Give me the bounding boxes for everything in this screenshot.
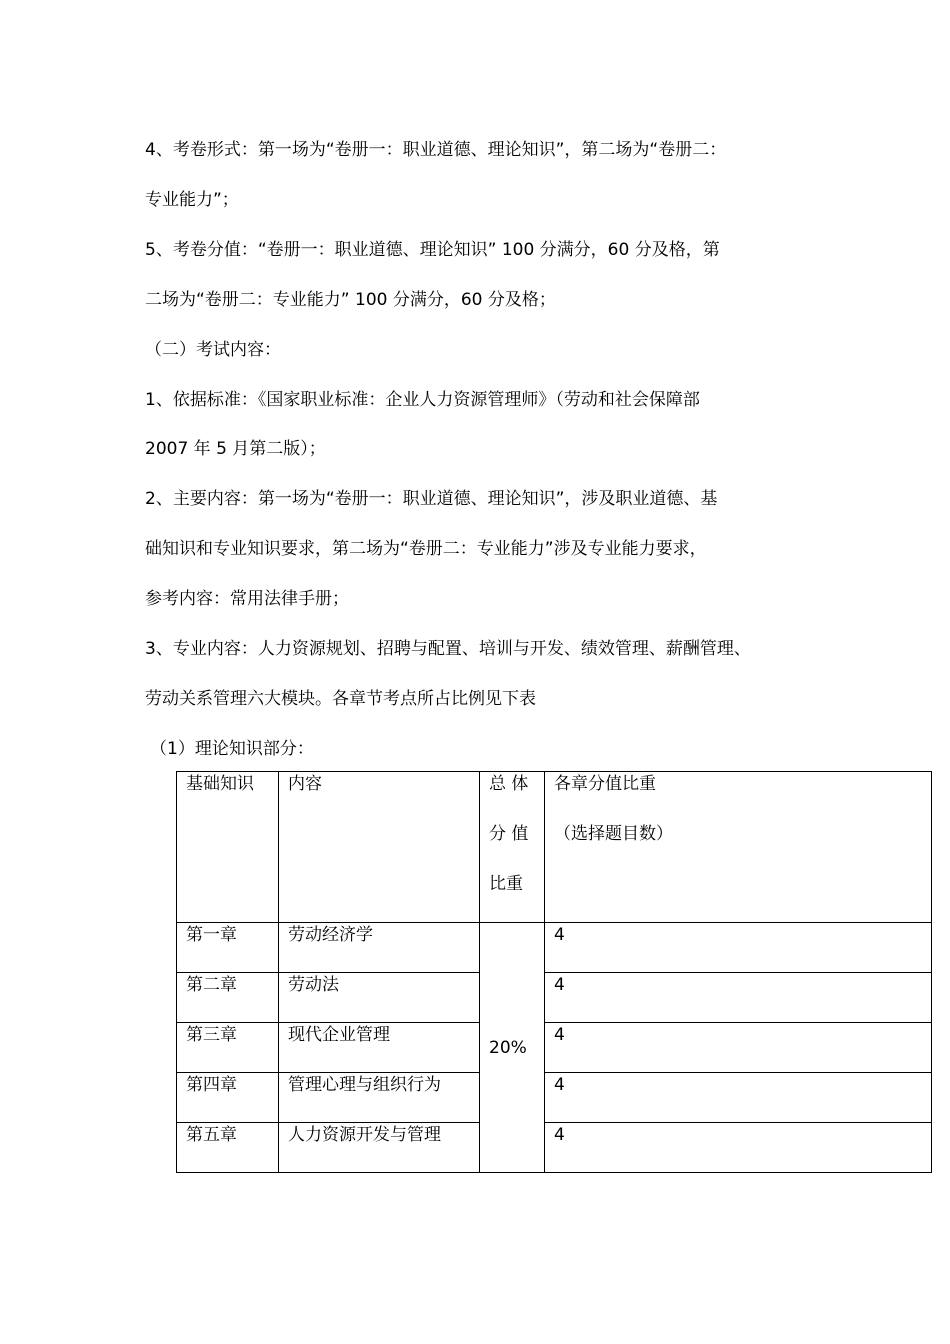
table-row	[177, 923, 932, 973]
header-text-line: 总 体	[489, 774, 529, 794]
chapter-cell: 第四章	[177, 1073, 279, 1123]
section-heading: （二）考试内容：	[145, 340, 281, 360]
table-row	[177, 973, 932, 1023]
overall-weight-cell: 20%	[480, 923, 545, 1173]
header-cell-overall-weight	[480, 772, 545, 923]
paragraph-line: 础知识和专业知识要求，第二场为“卷册二：专业能力”涉及专业能力要求，	[145, 539, 707, 559]
table-caption: （1）理论知识部分：	[150, 739, 314, 759]
chapter-cell: 第一章	[177, 923, 279, 973]
header-text-line: 比重	[489, 874, 523, 894]
count-cell: 4	[545, 923, 932, 973]
count-cell: 4	[545, 973, 932, 1023]
header-text-line: 各章分值比重	[554, 774, 656, 794]
paragraph-line: 2007 年 5 月第二版）；	[145, 439, 326, 459]
count-cell: 4	[545, 1123, 932, 1173]
paragraph-line: 参考内容：常用法律手册；	[145, 589, 349, 609]
paragraph-line: 二场为“卷册二：专业能力” 100 分满分，60 分及格；	[145, 290, 556, 310]
paragraph-line: 5、考卷分值：“卷册一：职业道德、理论知识” 100 分满分，60 分及格，第	[145, 240, 720, 260]
header-text-line: 分 值	[489, 824, 529, 844]
count-cell: 4	[545, 1073, 932, 1123]
header-text-line: （选择题目数）	[554, 824, 673, 844]
header-cell-basic-knowledge: 基础知识	[177, 772, 279, 923]
content-cell: 管理心理与组织行为	[279, 1073, 480, 1123]
header-cell-chapter-weight	[545, 772, 932, 923]
paragraph-line: 2、主要内容：第一场为“卷册一：职业道德、理论知识”，涉及职业道德、基	[145, 489, 718, 509]
paragraph-line: 专业能力”；	[145, 190, 239, 210]
paragraph-line: 1、依据标准：《国家职业标准：企业人力资源管理师》（劳动和社会保障部	[145, 390, 700, 410]
table-row	[177, 1073, 932, 1123]
chapter-cell: 第五章	[177, 1123, 279, 1173]
paragraph-line: 劳动关系管理六大模块。各章节考点所占比例见下表	[145, 689, 536, 709]
content-cell: 劳动法	[279, 973, 480, 1023]
paragraph-line: 4、考卷形式：第一场为“卷册一：职业道德、理论知识”，第二场为“卷册二：	[145, 140, 727, 160]
content-cell: 现代企业管理	[279, 1023, 480, 1073]
table-row	[177, 1023, 932, 1073]
count-cell: 4	[545, 1023, 932, 1073]
content-cell: 劳动经济学	[279, 923, 480, 973]
table-row	[177, 1123, 932, 1173]
chapter-cell: 第二章	[177, 973, 279, 1023]
content-cell: 人力资源开发与管理	[279, 1123, 480, 1173]
table-header-row	[177, 772, 932, 923]
paragraph-line: 3、专业内容：人力资源规划、招聘与配置、培训与开发、绩效管理、薪酬管理、	[145, 639, 751, 659]
chapter-cell: 第三章	[177, 1023, 279, 1073]
header-cell-content: 内容	[279, 772, 480, 923]
knowledge-weight-table	[176, 771, 932, 1173]
